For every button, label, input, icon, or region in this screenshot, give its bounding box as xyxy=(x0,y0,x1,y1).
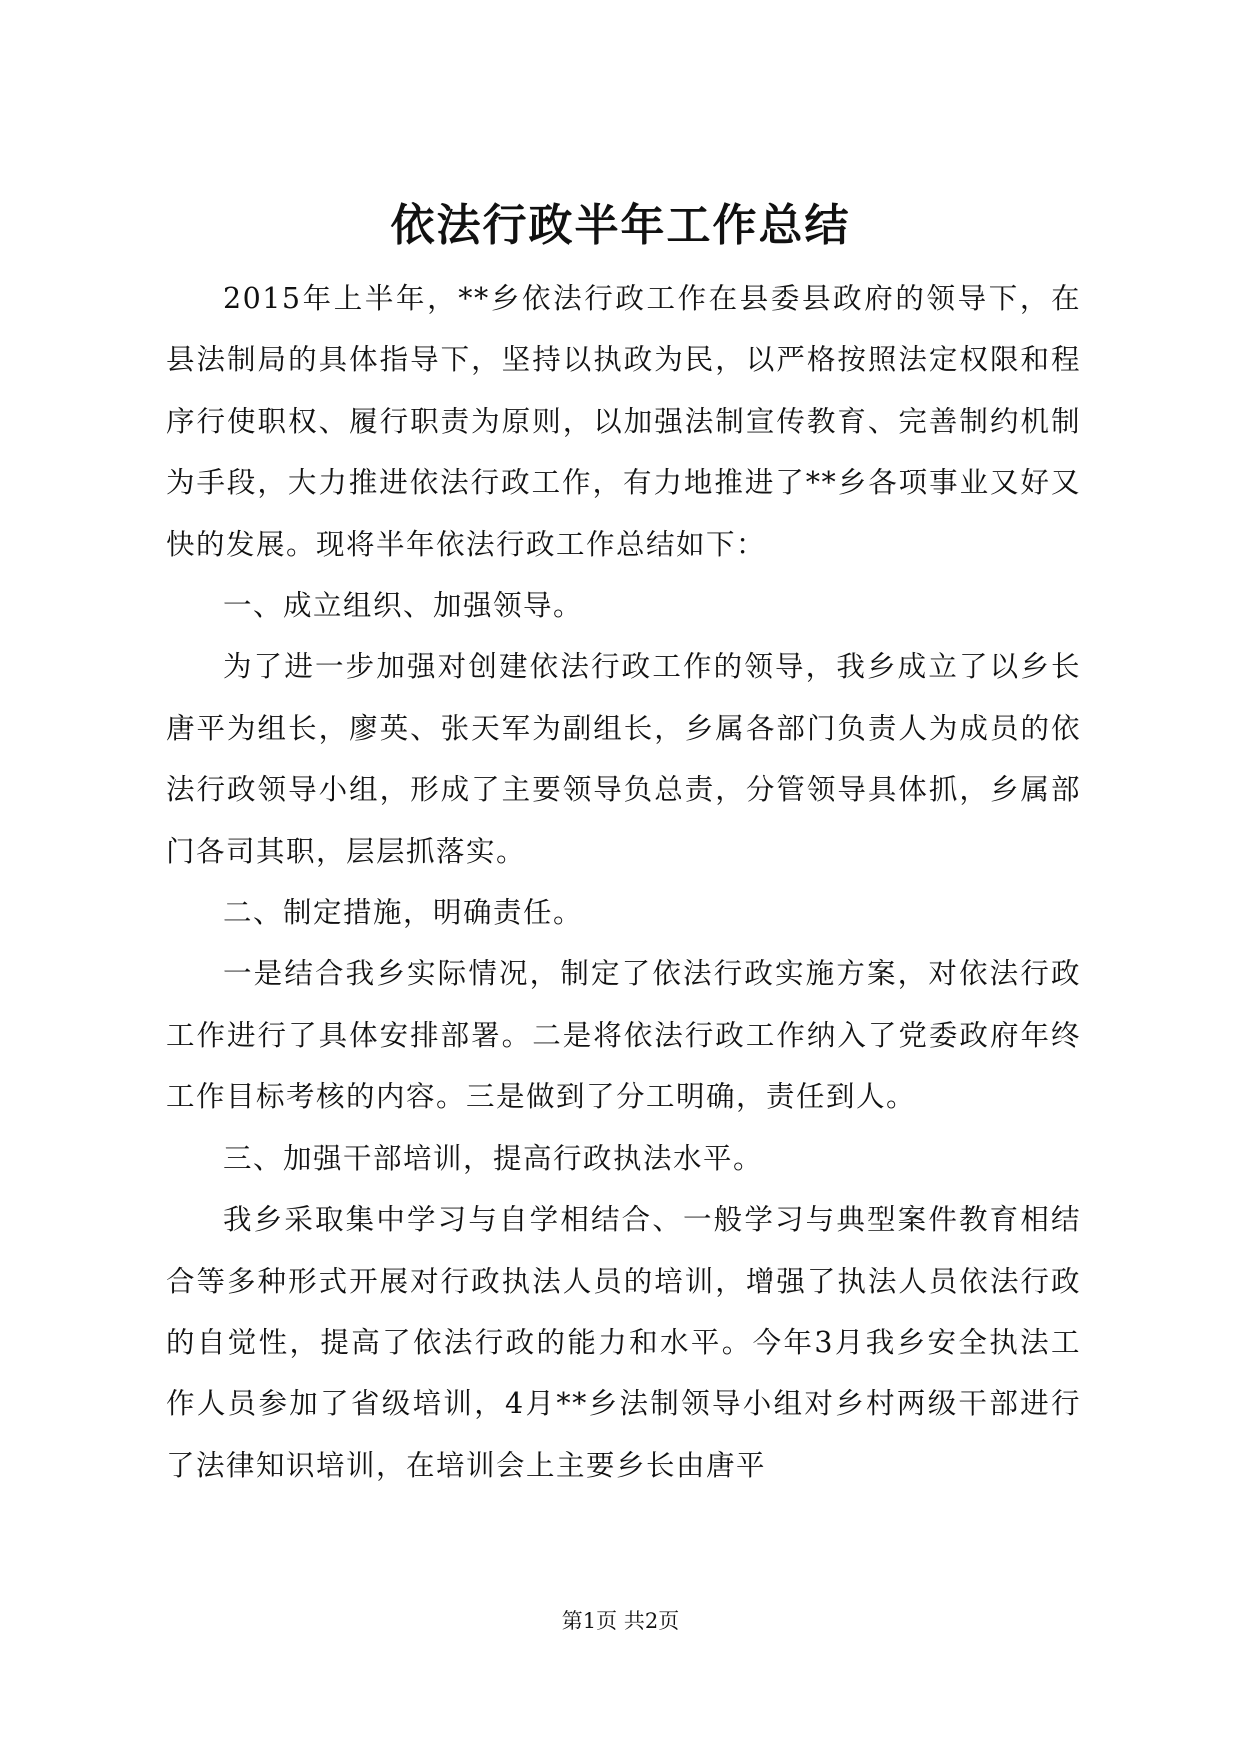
document-title: 依法行政半年工作总结 xyxy=(390,200,851,251)
section-paragraph-2: 一是结合我乡实际情况，制定了依法行政实施方案，对依法行政工作进行了具体安排部署。二是将依法行政工作纳入了党委政府年终工作目标考核的内容。三是做到了分工明确，责任到人。 xyxy=(166,957,1081,1114)
section-paragraph-3: 我乡采取集中学习与自学相结合、一般学习与典型案件教育相结合等多种形式开展对行政执法人员的培训，增强了执法人员依法行政的自觉性，提高了依法行政的能力和水平。今年3月我乡安全执法工作人员参加了省级培训，4月**乡法制领导小组对乡村两级干部进行了法律知识培训，在培训会上主要乡长由唐平 xyxy=(166,1203,1081,1482)
page-number: 第1页 共2页 xyxy=(561,1609,680,1633)
document-body xyxy=(166,268,1081,1496)
section-paragraph-1: 为了进一步加强对创建依法行政工作的领导，我乡成立了以乡长唐平为组长，廖英、张天军为副组长，乡属各部门负责人为成员的依法行政领导小组，形成了主要领导负总责，分管领导具体抓，乡属部门各司其职，层层抓落实。 xyxy=(166,650,1081,868)
section-heading-2: 二、制定措施，明确责任。 xyxy=(223,896,584,930)
section-heading-3: 三、加强干部培训，提高行政执法水平。 xyxy=(223,1141,764,1175)
intro-paragraph: 2015年上半年，**乡依法行政工作在县委县政府的领导下，在县法制局的具体指导下，坚持以执政为民，以严格按照法定权限和程序行使职权、履行职责为原则，以加强法制宣传教育、完善制约机制为手段，大力推进依法行政工作，有力地推进了**乡各项事业又好又快的发展。现将半年依法行政工作总结如下： xyxy=(166,282,1081,561)
section-heading-1: 一、成立组织、加强领导。 xyxy=(223,589,584,623)
